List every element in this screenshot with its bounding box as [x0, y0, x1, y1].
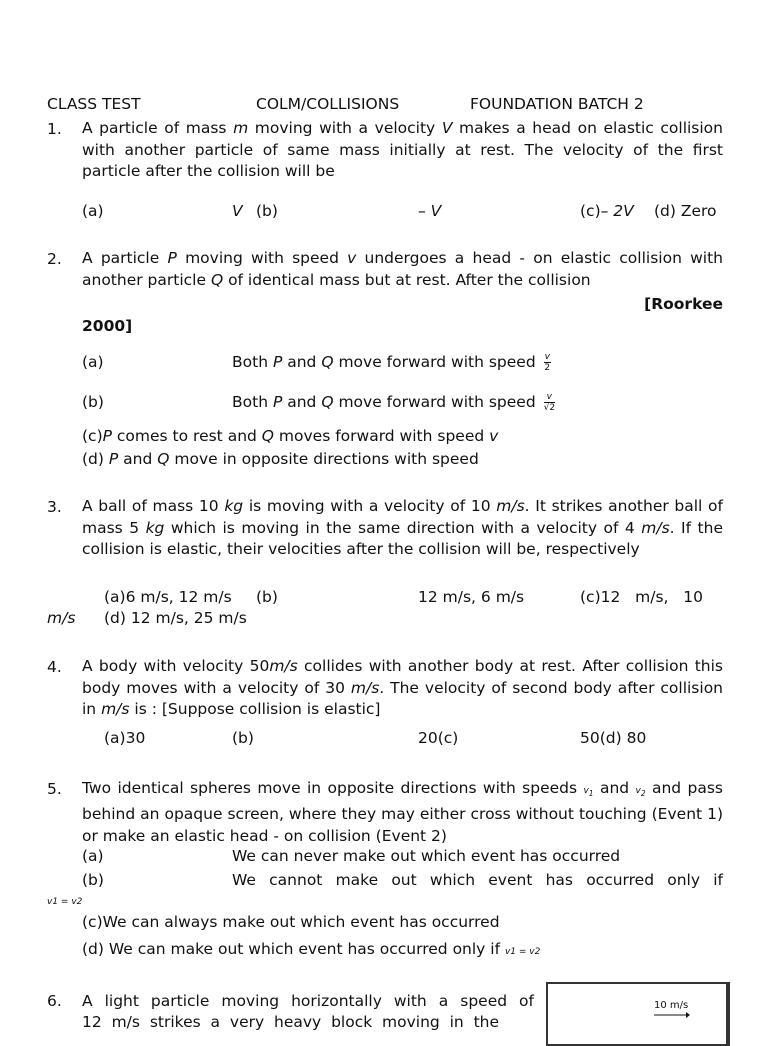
text: makes a head on elastic collision with another particle of same mass initially at rest. The velocity of the first particle after the collision will be — [82, 119, 723, 180]
value: Zero — [680, 202, 717, 220]
q3-option-a: (a)6 m/s, 12 m/s — [104, 588, 232, 606]
text: is moving with a velocity of 10 — [243, 497, 497, 515]
q1-option-a-label: (a) — [82, 202, 104, 220]
text: A body with velocity 50 — [82, 657, 270, 675]
q5-option-a-label: (a) — [82, 847, 104, 865]
label: (d) — [654, 202, 676, 220]
q2-option-c — [82, 426, 498, 446]
text: which is moving in the same direction with a velocity of 4 — [164, 518, 642, 537]
value: – 2V — [600, 202, 634, 220]
var-p: P — [272, 353, 283, 371]
var-q: Q — [157, 450, 170, 468]
question-3-number: 3. — [47, 498, 62, 516]
text: . The velocity of second body after collision in — [82, 678, 723, 718]
q5-option-a: We can never make out which event has occurred — [232, 847, 621, 865]
text: (d) We can make out which event has occurred only if — [82, 940, 501, 958]
q2-option-b-label: (b) — [82, 393, 104, 411]
unit: m/s — [269, 657, 298, 675]
var-p: P — [102, 427, 112, 445]
text: A particle of mass — [82, 119, 234, 137]
q4-option-b-label: (b) — [232, 729, 254, 747]
label: (c) — [580, 202, 601, 220]
numerator: v — [544, 392, 555, 403]
q5-option-b-condition: v1 = v2 — [47, 897, 83, 907]
header-center: COLM/COLLISIONS — [256, 95, 400, 113]
source-part1: [Roorkee — [644, 295, 723, 313]
header-left: CLASS TEST — [47, 95, 141, 113]
text: Both — [232, 393, 273, 411]
var-q: Q — [321, 353, 334, 371]
text: undergoes a head - on elastic collision with another particle — [82, 249, 723, 289]
text: is : [Suppose collision is elastic] — [129, 700, 381, 718]
unit: m/s — [641, 518, 670, 537]
unit: m/s — [350, 678, 380, 697]
question-4-stem — [82, 656, 723, 721]
q1-option-d — [654, 201, 717, 221]
source-part2: 2000] — [82, 316, 133, 335]
question-4-number: 4. — [47, 658, 62, 676]
question-5-number: 5. — [47, 780, 62, 798]
q5-option-c: (c)We can always make out which event has occurred — [82, 913, 500, 931]
question-6-number: 6. — [47, 992, 62, 1010]
var-m: m — [233, 119, 249, 137]
q4-option-c-value: 50(d) 80 — [580, 729, 647, 747]
denominator: √2 — [543, 403, 556, 413]
label: (c) — [82, 427, 103, 445]
text: moves forward with speed — [273, 427, 490, 445]
q3-option-c: (c)12 m/s, 10 — [580, 588, 703, 606]
text: of identical mass but at rest. After the collision — [223, 270, 591, 289]
text: . It strikes another ball of mass 5 — [82, 497, 723, 537]
question-2-number: 2. — [47, 250, 62, 268]
q3-option-b: 12 m/s, 6 m/s — [418, 588, 525, 606]
text: Two identical spheres move in opposite directions with speeds — [82, 779, 584, 797]
fraction — [544, 352, 551, 373]
q5-option-b: We cannot make out which event has occurred only if — [232, 871, 723, 889]
var-v1: $v_1$ — [583, 786, 594, 798]
q6-figure-box — [546, 982, 730, 1046]
question-5-stem — [82, 778, 723, 847]
q2-source — [82, 294, 723, 337]
q3-option-c-cont: m/s — [47, 609, 76, 627]
var-q: Q — [261, 427, 274, 445]
text: and — [118, 450, 158, 468]
question-1-number: 1. — [47, 120, 62, 138]
arrow-right-icon — [654, 1010, 690, 1020]
var-v: v — [347, 249, 357, 267]
q2-option-b — [232, 392, 555, 413]
q1-option-b-value: – V — [418, 202, 442, 220]
q3-option-d: (d) 12 m/s, 25 m/s — [104, 609, 247, 627]
q5-option-d — [82, 939, 540, 962]
q2-option-a-label: (a) — [82, 353, 104, 371]
text: comes to rest and — [111, 427, 262, 445]
text: move in opposite directions with speed — [169, 450, 479, 468]
q4-option-b-value: 20(c) — [418, 729, 459, 747]
text: . If the collision is elastic, their velocities after the collision will be, respectively — [82, 518, 723, 558]
unit: m/s — [101, 700, 130, 718]
unit: kg — [224, 497, 244, 515]
q1-option-c — [580, 201, 634, 221]
text: A ball of mass 10 — [82, 497, 225, 515]
text: moving with speed — [176, 249, 348, 267]
q6-figure-label: 10 m/s — [654, 1000, 689, 1011]
var-p: P — [108, 450, 119, 468]
text: and — [593, 779, 636, 797]
question-6-stem: A light particle moving horizontally with a speed of — [82, 992, 534, 1010]
var-v: V — [441, 119, 453, 137]
q1-option-a-value: V — [232, 202, 243, 220]
question-6-stem-line2: 12 m/s strikes a very heavy block moving in the — [82, 1013, 500, 1031]
var-q: Q — [321, 393, 334, 411]
unit: m/s — [496, 497, 525, 515]
denominator: 2 — [544, 363, 551, 373]
q5-option-b-label: (b) — [82, 871, 104, 889]
text: Both — [232, 353, 273, 371]
condition: v1 = v2 — [504, 947, 541, 957]
text: collides with another body at rest. After collision this body moves with a velocity of 30 — [82, 657, 723, 697]
var-q: Q — [210, 270, 224, 289]
q3-option-b-label: (b) — [256, 588, 278, 606]
q4-option-a: (a)30 — [104, 729, 146, 747]
var-v2: $v_2$ — [635, 786, 646, 798]
text: and — [282, 393, 322, 411]
q1-option-b-label: (b) — [256, 202, 278, 220]
unit: kg — [145, 518, 165, 537]
text: moving with a velocity — [248, 119, 442, 137]
text: move forward with speed — [333, 393, 541, 411]
text: A particle — [82, 249, 168, 267]
q2-option-d — [82, 449, 479, 469]
question-3-stem — [82, 496, 723, 561]
label: (d) — [82, 450, 109, 468]
question-2-stem — [82, 248, 723, 291]
question-1-stem — [82, 118, 723, 183]
text: and pass behind an opaque screen, where they may either cross without touching (Event 1) or make an elastic head - on collision (Event 2) — [82, 779, 723, 845]
var-p: P — [167, 249, 177, 267]
text: move forward with speed — [333, 353, 541, 371]
header-right: FOUNDATION BATCH 2 — [470, 95, 644, 113]
text: and — [282, 353, 322, 371]
fraction — [544, 392, 555, 413]
var-v: v — [489, 427, 499, 445]
numerator: v — [544, 352, 550, 362]
var-p: P — [272, 393, 283, 411]
q2-option-a — [232, 352, 551, 373]
